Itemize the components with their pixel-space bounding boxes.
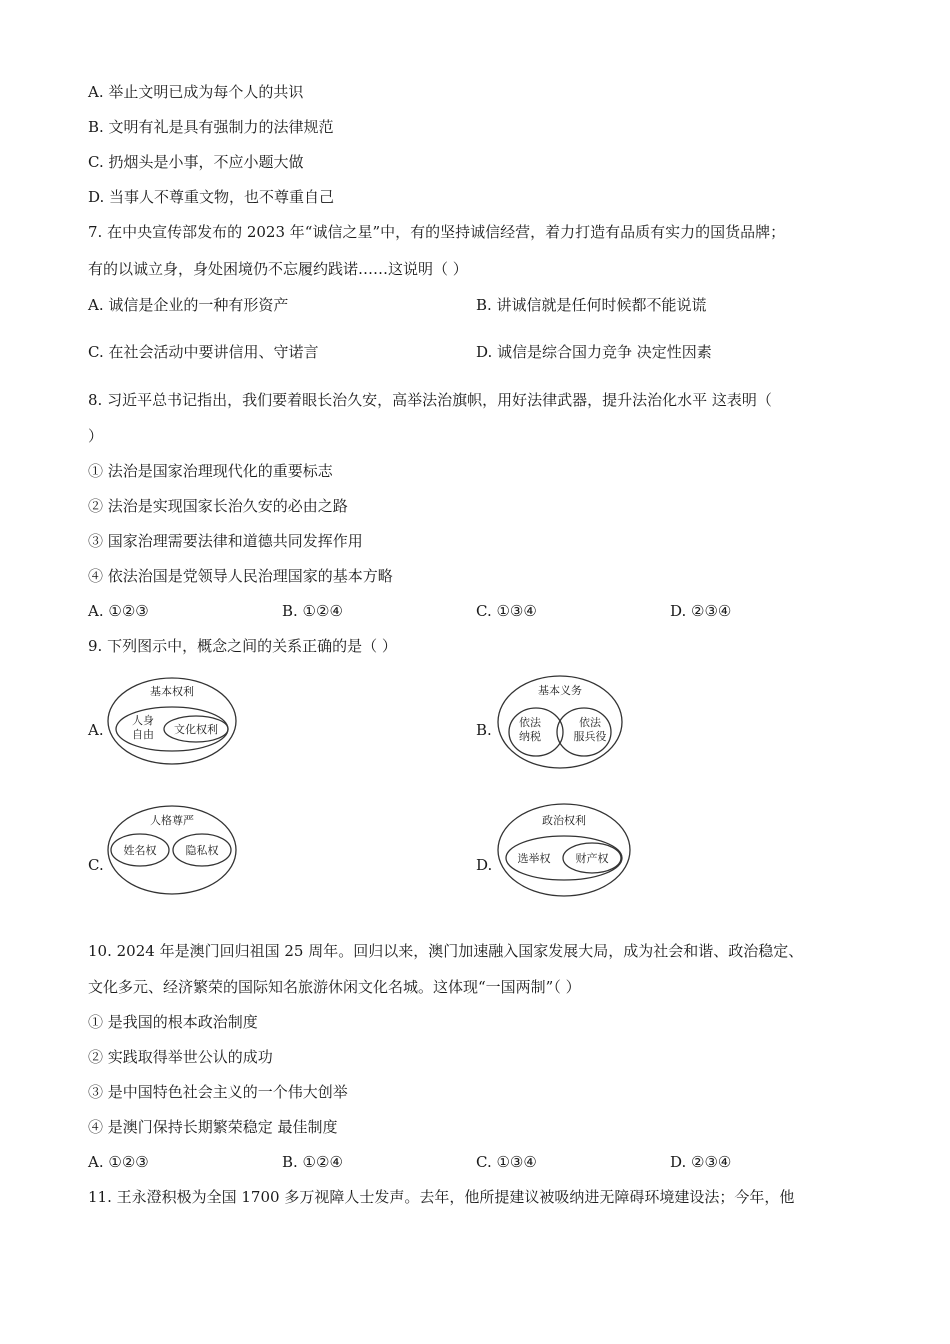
q8-statement-2: ② 法治是实现国家长治久安的必由之路 bbox=[88, 497, 348, 515]
q7-option-d: D. 诚信是综合国力竞争 决定性因素 bbox=[476, 343, 712, 361]
inner2-label: 财产权 bbox=[575, 852, 609, 865]
q8-option-a: A. ①②③ bbox=[88, 602, 149, 620]
outer-label: 基本义务 bbox=[538, 684, 582, 697]
q8-statement-3: ③ 国家治理需要法律和道德共同发挥作用 bbox=[88, 532, 363, 550]
q10-statement-4: ④ 是澳门保持长期繁荣稳定 最佳制度 bbox=[88, 1118, 338, 1136]
q6-option-c: C. 扔烟头是小事，不应小题大做 bbox=[88, 153, 304, 171]
q9-option-d-letter: D. bbox=[476, 856, 493, 874]
inner1-label-bottom: 自由 bbox=[132, 728, 154, 741]
q11-stem-line1: 11. 王永澄积极为全国 1700 多万视障人士发声。去年，他所提建议被吸纳进无障碍环境建设法；今年，他 bbox=[88, 1188, 795, 1206]
inner2-label: 隐私权 bbox=[185, 844, 219, 857]
q9-diagram-c bbox=[106, 804, 240, 896]
q6-option-d: D. 当事人不尊重文物，也不尊重自己 bbox=[88, 188, 335, 206]
q9-option-b-letter: B. bbox=[476, 721, 492, 739]
q6-option-b: B. 文明有礼是具有强制力的法律规范 bbox=[88, 118, 334, 136]
q10-stem-line1: 10. 2024 年是澳门回归祖国 25 周年。回归以来，澳门加速融入国家发展大局，成为社会和谐、政治稳定、 bbox=[88, 942, 804, 960]
q9-diagram-b bbox=[496, 674, 628, 774]
q9-diagram-d bbox=[496, 802, 636, 898]
q9-option-a-letter: A. bbox=[88, 721, 104, 739]
q10-statement-2: ② 实践取得举世公认的成功 bbox=[88, 1048, 273, 1066]
q9-option-c-letter: C. bbox=[88, 856, 104, 874]
q10-stem-line2: 文化多元、经济繁荣的国际知名旅游休闲文化名城。这体现“一国两制”（ ） bbox=[88, 978, 581, 996]
q8-statement-4: ④ 依法治国是党领导人民治理国家的基本方略 bbox=[88, 567, 393, 585]
q7-option-b: B. 讲诚信就是任何时候都不能说谎 bbox=[476, 296, 707, 314]
q8-option-b: B. ①②④ bbox=[282, 602, 343, 620]
inner1-label-bottom: 纳税 bbox=[519, 730, 541, 743]
q8-option-d: D. ②③④ bbox=[670, 602, 732, 620]
q8-stem-line1: 8. 习近平总书记指出，我们要着眼长治久安，高举法治旗帜，用好法律武器，提升法治化水平 这表明（ bbox=[88, 391, 772, 409]
q10-statement-3: ③ 是中国特色社会主义的一个伟大创举 bbox=[88, 1083, 348, 1101]
inner2-label: 文化权利 bbox=[174, 723, 218, 736]
outer-label: 人格尊严 bbox=[150, 814, 194, 827]
inner2-label-top: 依法 bbox=[579, 716, 601, 729]
q7-option-c: C. 在社会活动中要讲信用、守诺言 bbox=[88, 343, 319, 361]
q7-stem-line1: 7. 在中央宣传部发布的 2023 年“诚信之星”中，有的坚持诚信经营，着力打造有品质有实力的国货品牌； bbox=[88, 223, 786, 241]
inner2-label-bottom: 服兵役 bbox=[573, 730, 607, 743]
q9-stem: 9. 下列图示中，概念之间的关系正确的是（ ） bbox=[88, 637, 397, 655]
q10-statement-1: ① 是我国的根本政治制度 bbox=[88, 1013, 258, 1031]
inner1-label: 姓名权 bbox=[123, 844, 157, 857]
q10-option-b: B. ①②④ bbox=[282, 1153, 343, 1171]
inner1-label: 选举权 bbox=[517, 852, 551, 865]
q10-option-c: C. ①③④ bbox=[476, 1153, 537, 1171]
q9-diagram-a bbox=[106, 676, 240, 768]
q6-option-a: A. 举止文明已成为每个人的共识 bbox=[88, 83, 304, 101]
inner1-label-top: 人身 bbox=[132, 714, 154, 727]
q8-statement-1: ① 法治是国家治理现代化的重要标志 bbox=[88, 462, 333, 480]
q8-stem-line2: ） bbox=[88, 427, 104, 445]
outer-label: 政治权利 bbox=[542, 814, 586, 827]
q8-option-c: C. ①③④ bbox=[476, 602, 537, 620]
inner1-label-top: 依法 bbox=[519, 716, 541, 729]
q7-stem-line2: 有的以诚立身，身处困境仍不忘履约践诺……这说明（ ） bbox=[88, 260, 468, 278]
outer-label: 基本权利 bbox=[150, 685, 194, 698]
q10-option-a: A. ①②③ bbox=[88, 1153, 149, 1171]
q10-option-d: D. ②③④ bbox=[670, 1153, 732, 1171]
q7-option-a: A. 诚信是企业的一种有形资产 bbox=[88, 296, 289, 314]
